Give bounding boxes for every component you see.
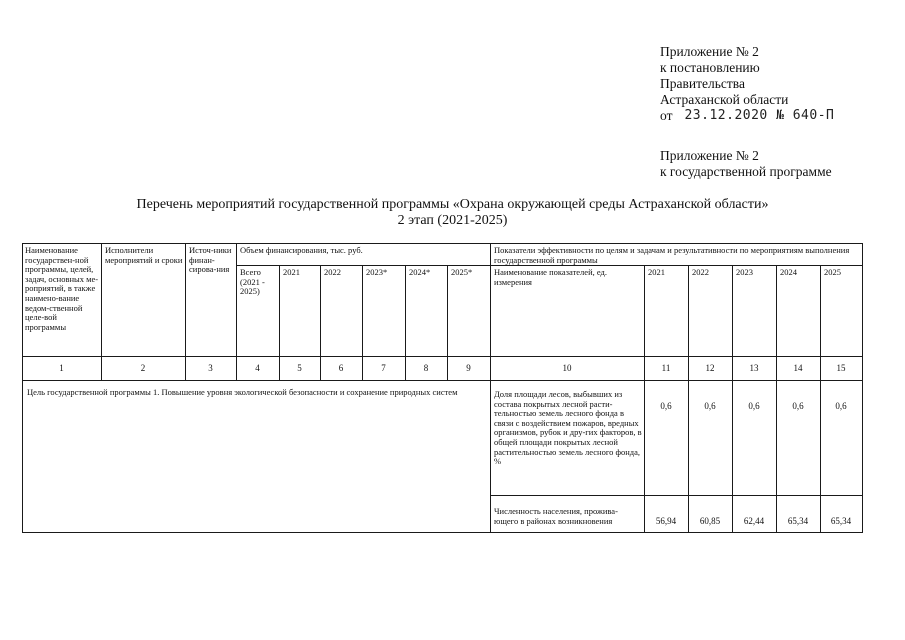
appendix-order-line2: к постановлению xyxy=(660,60,760,75)
header-funding: Объем финансирования, тыс. руб. xyxy=(240,246,363,255)
indicator-name: Доля площади лесов, выбывших из состава покрытых лесной расти-тельностью земель лесного фонда в связи с воздействием пожаров, вредных организмов, рубок и дру-гих факторов, в общей площади покрытых лесной растительностью земель лесного фонда, % xyxy=(494,390,642,467)
title-line1: Перечень мероприятий государственной программы «Охрана окружающей среды Астраханской области» xyxy=(136,197,769,212)
header-executors: Исполнители мероприятий и сроки xyxy=(105,246,183,265)
indicator-value: 60,85 xyxy=(699,517,721,526)
header-name: Наименование государствен-ной программы, целей, задач, основных ме-роприятий, в также наимено-вание ведом-ственной целе-вой программы xyxy=(25,246,99,332)
appendix-order-line1: Приложение № 2 xyxy=(660,44,759,59)
date-prefix: от xyxy=(660,108,673,123)
date-number: 23.12.2020 № 640-П xyxy=(684,108,835,123)
column-number: 14 xyxy=(793,364,803,373)
column-number: 8 xyxy=(423,364,429,373)
header-indicator-year-2021: 2021 xyxy=(648,268,665,277)
column-number: 5 xyxy=(297,364,302,373)
header-sources: Источ-ники финан-сирова-ния xyxy=(189,246,232,275)
indicator-value: 56,94 xyxy=(655,517,677,526)
indicator-value: 65,34 xyxy=(787,517,809,526)
indicator-value: 65,34 xyxy=(830,517,852,526)
header-funding-year-2021: 2021 xyxy=(283,268,300,277)
column-number: 3 xyxy=(208,364,213,373)
header-indicator-year-2023: 2023 xyxy=(736,268,753,277)
column-number: 11 xyxy=(661,364,671,373)
header-indicator-year-2025: 2025 xyxy=(824,268,841,277)
indicator-value: 0,6 xyxy=(704,402,716,411)
header-indicator-year-2024: 2024 xyxy=(780,268,797,277)
header-indicators: Показатели эффективности по целям и задачам и результативности по мероприятиям выполнения государственной программы xyxy=(494,246,850,265)
column-number: 10 xyxy=(562,364,572,373)
indicator-name: Численность населения, прожива-ющего в районах возникновения xyxy=(494,507,618,526)
header-funding-year-2024: 2024* xyxy=(409,268,431,277)
header-funding-total: Всего (2021 - 2025) xyxy=(240,268,265,297)
indicator-value: 62,44 xyxy=(743,517,765,526)
header-funding-year-2023: 2023* xyxy=(366,268,388,277)
header-indicator-name: Наименование показателей, ед. измерения xyxy=(494,268,607,287)
column-number: 15 xyxy=(836,364,846,373)
indicator-value: 0,6 xyxy=(748,402,760,411)
appendix-program-line1: Приложение № 2 xyxy=(660,148,759,163)
column-number: 6 xyxy=(338,364,344,373)
appendix-order-line3: Правительства xyxy=(660,76,745,91)
indicator-value: 0,6 xyxy=(835,402,847,411)
column-number: 13 xyxy=(749,364,759,373)
column-number: 9 xyxy=(466,364,471,373)
indicator-value: 0,6 xyxy=(660,402,672,411)
column-number: 1 xyxy=(59,364,64,373)
header-indicator-year-2022: 2022 xyxy=(692,268,709,277)
appendix-order-block xyxy=(660,44,834,124)
column-number: 2 xyxy=(140,364,146,373)
goal-text: Цель государственной программы 1. Повышение уровня экологической безопасности и сохранение природных систем xyxy=(27,388,458,397)
column-number: 7 xyxy=(381,364,386,373)
appendix-order-line4: Астраханской области xyxy=(660,92,789,107)
indicator-value: 0,6 xyxy=(792,402,804,411)
document-title xyxy=(0,197,905,229)
header-funding-year-2022: 2022 xyxy=(324,268,341,277)
title-line2: 2 этап (2021-2025) xyxy=(397,213,508,228)
column-number: 12 xyxy=(705,364,715,373)
appendix-program-block xyxy=(660,148,832,180)
header-funding-year-2025: 2025* xyxy=(451,268,473,277)
appendix-order-dateline xyxy=(660,108,834,124)
column-number: 4 xyxy=(255,364,260,373)
appendix-program-line2: к государственной программе xyxy=(660,164,832,179)
